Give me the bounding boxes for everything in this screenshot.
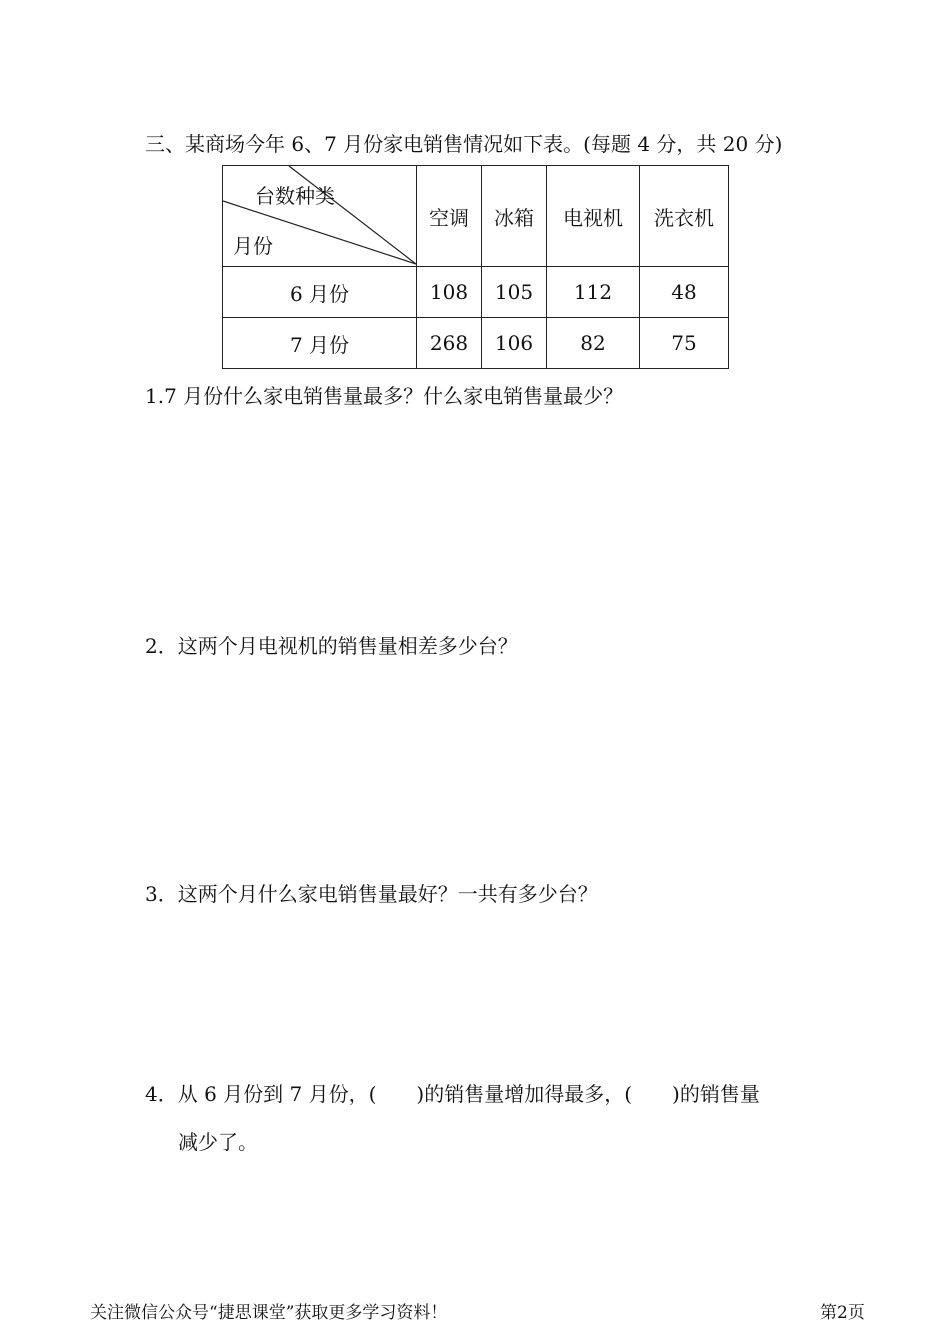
table-cell: 108: [417, 267, 482, 318]
question-4-line-2: 减少了。: [178, 1130, 258, 1154]
corner-label-category: 台数种类: [255, 184, 335, 208]
question-2: 2．这两个月电视机的销售量相差多少台？: [145, 634, 518, 658]
page-number: 第2页: [820, 1303, 865, 1323]
table-cell: 112: [547, 267, 640, 318]
question-3: 3．这两个月什么家电销售量最好？一共有多少台？: [145, 882, 598, 906]
question-1: 1.7 月份什么家电销售量最多？什么家电销售量最少？: [145, 384, 624, 408]
table-cell: 105: [482, 267, 547, 318]
column-header: 冰箱: [482, 166, 547, 267]
column-header: 电视机: [547, 166, 640, 267]
sales-table: [222, 165, 729, 369]
table-cell: 268: [417, 318, 482, 369]
row-label: 7 月份: [223, 318, 417, 369]
table-cell: 48: [640, 267, 729, 318]
table-cell: 106: [482, 318, 547, 369]
table-cell: 82: [547, 318, 640, 369]
table-corner-cell: [223, 166, 417, 267]
footer-note: 关注微信公众号“捷思课堂”获取更多学习资料！: [90, 1303, 448, 1323]
row-label: 6 月份: [223, 267, 417, 318]
table-row: [223, 318, 729, 369]
table-cell: 75: [640, 318, 729, 369]
question-4-line-1: 4．从 6 月份到 7 月份，( )的销售量增加得最多，( )的销售量: [145, 1082, 760, 1106]
corner-label-month: 月份: [233, 234, 273, 258]
column-header: 洗衣机: [640, 166, 729, 267]
table-row: [223, 267, 729, 318]
section-title: 三、某商场今年 6、7 月份家电销售情况如下表。(每题 4 分，共 20 分): [145, 132, 783, 156]
column-header: 空调: [417, 166, 482, 267]
table-header-row: [223, 166, 729, 267]
